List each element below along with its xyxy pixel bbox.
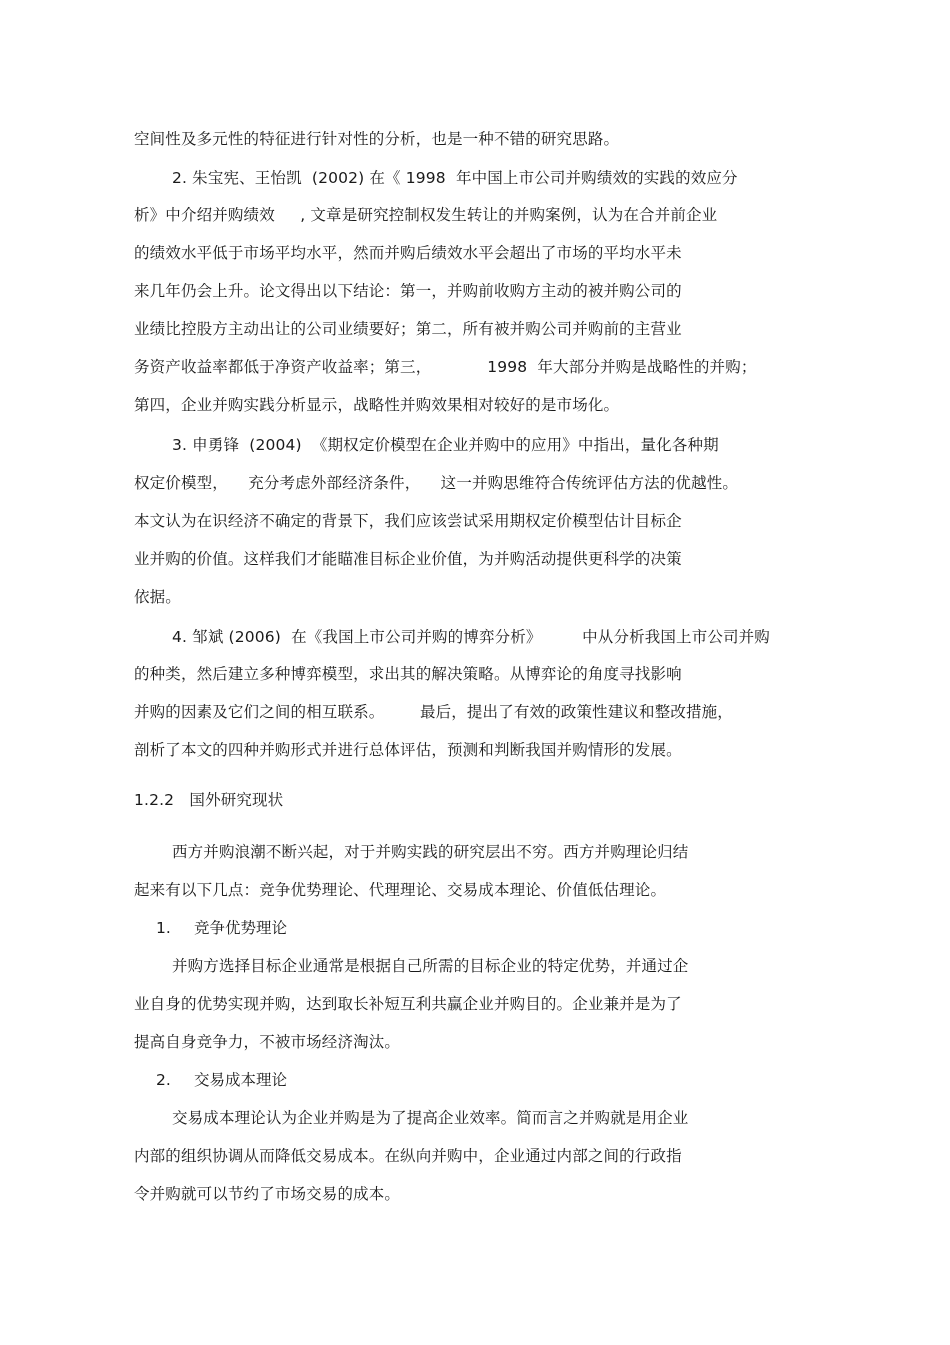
- paragraph-line: 析》中介绍并购绩效 , 文章是研究控制权发生转让的并购案例，认为在合并前企业: [134, 206, 718, 224]
- section-heading: 1.2.2 国外研究现状: [134, 791, 284, 809]
- paragraph-line: 的绩效水平低于市场平均水平，然而并购后绩效水平会超出了市场的平均水平未: [134, 244, 682, 262]
- paragraph-line: 交易成本理论认为企业并购是为了提高企业效率。简而言之并购就是用企业: [172, 1109, 689, 1127]
- paragraph-line: 并购方选择目标企业通常是根据自己所需的目标企业的特定优势，并通过企: [172, 957, 689, 975]
- paragraph-line: 来几年仍会上升。论文得出以下结论：第一，并购前收购方主动的被并购公司的: [134, 282, 682, 300]
- paragraph-line: 第四，企业并购实践分析显示，战略性并购效果相对较好的是市场化。: [134, 396, 620, 414]
- paragraph-line: 起来有以下几点：竞争优势理论、代理理论、交易成本理论、价值低估理论。: [134, 881, 667, 899]
- paragraph-line: 并购的因素及它们之间的相互联系。 最后，提出了有效的政策性建议和整改措施，: [134, 703, 733, 721]
- paragraph-line: 业绩比控股方主动出让的公司业绩要好；第二，所有被并购公司并购前的主营业: [134, 320, 682, 338]
- list-item-number: 2.: [156, 1071, 171, 1089]
- paragraph-line: 的种类，然后建立多种博弈模型，求出其的解决策略。从博弈论的角度寻找影响: [134, 665, 682, 683]
- paragraph-line: 业并购的价值。这样我们才能瞄准目标企业价值，为并购活动提供更科学的决策: [134, 550, 682, 568]
- list-item-title: 竞争优势理论: [194, 919, 288, 937]
- paragraph-line: 提高自身竞争力，不被市场经济淘汰。: [134, 1033, 401, 1051]
- paragraph-line: 业自身的优势实现并购，达到取长补短互利共赢企业并购目的。企业兼并是为了: [134, 995, 682, 1013]
- paragraph-line: 本文认为在识经济不确定的背景下，我们应该尝试采用期权定价模型估计目标企: [134, 512, 682, 530]
- paragraph-line: 西方并购浪潮不断兴起，对于并购实践的研究层出不穷。西方并购理论归结: [172, 843, 689, 861]
- list-item-title: 交易成本理论: [194, 1071, 288, 1089]
- paragraph-line: 务资产收益率都低于净资产收益率；第三， 1998 年大部分并购是战略性的并购；: [134, 358, 757, 376]
- paragraph-line: 内部的组织协调从而降低交易成本。在纵向并购中，企业通过内部之间的行政指: [134, 1147, 682, 1165]
- paragraph-line: 权定价模型， 充分考虑外部经济条件， 这一并购思维符合传统评估方法的优越性。: [134, 474, 739, 492]
- paragraph-line: 空间性及多元性的特征进行针对性的分析，也是一种不错的研究思路。: [134, 130, 620, 148]
- paragraph-line: 依据。: [134, 588, 181, 606]
- list-item-number: 1.: [156, 919, 171, 937]
- paragraph-line: 令并购就可以节约了市场交易的成本。: [134, 1185, 401, 1203]
- paragraph-line: 3. 申勇锋 (2004) 《期权定价模型在企业并购中的应用》中指出，量化各种期: [172, 436, 719, 454]
- paragraph-line: 2. 朱宝宪、王怡凯 (2002) 在《 1998 年中国上市公司并购绩效的实践的效应分: [172, 169, 738, 187]
- paragraph-line: 4. 邹斌 (2006) 在《我国上市公司并购的博弈分析》 中从分析我国上市公司并购: [172, 628, 770, 646]
- paragraph-line: 剖析了本文的四种并购形式并进行总体评估，预测和判断我国并购情形的发展。: [134, 741, 682, 759]
